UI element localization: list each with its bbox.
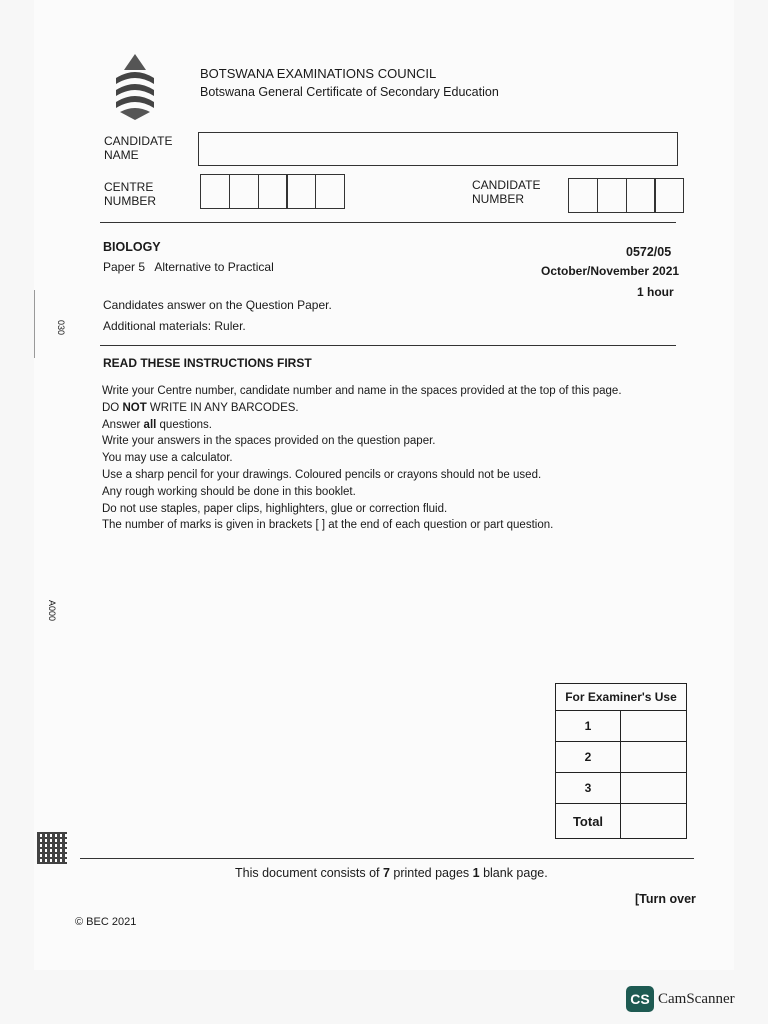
footer-divider xyxy=(80,858,694,859)
instruction-line: DO NOT WRITE IN ANY BARCODES. xyxy=(102,401,299,414)
instruction-line: Use a sharp pencil for your drawings. Coloured pencils or crayons should not be used. xyxy=(102,468,542,481)
margin-mark xyxy=(34,290,35,358)
mark-cell xyxy=(621,742,687,773)
digit-box[interactable] xyxy=(315,174,345,209)
bec-logo-icon xyxy=(110,52,160,122)
side-code-top: 030 xyxy=(56,320,66,336)
instructions-list xyxy=(102,383,622,534)
council-name: BOTSWANA EXAMINATIONS COUNCIL xyxy=(200,66,437,81)
page-count-note: This document consists of 7 printed pages 1 blank page. xyxy=(235,866,548,880)
candidate-name-field[interactable] xyxy=(198,132,678,166)
divider xyxy=(100,345,676,346)
instruction-line: Write your Centre number, candidate number and name in the spaces provided at the top of this page. xyxy=(102,385,622,397)
copyright: © BEC 2021 xyxy=(75,916,137,928)
candidate-number-label: CANDIDATE NUMBER xyxy=(472,178,541,206)
mark-cell xyxy=(621,711,687,742)
digit-box[interactable] xyxy=(626,178,656,213)
subject-title: BIOLOGY xyxy=(103,240,161,254)
total-label: Total xyxy=(556,804,621,839)
answer-note: Candidates answer on the Question Paper. xyxy=(103,298,332,312)
additional-materials: Additional materials: Ruler. xyxy=(103,319,246,333)
paper-title: Paper 5 Alternative to Practical xyxy=(103,260,274,274)
divider xyxy=(100,222,676,223)
question-number-2: 2 xyxy=(556,742,621,773)
instruction-line: You may use a calculator. xyxy=(102,452,233,465)
certificate-name: Botswana General Certificate of Secondary Education xyxy=(200,85,499,99)
question-number-3: 3 xyxy=(556,773,621,804)
digit-box[interactable] xyxy=(597,178,627,213)
instructions-heading: READ THESE INSTRUCTIONS FIRST xyxy=(103,356,312,370)
camscanner-label: CamScanner xyxy=(658,990,735,1007)
candidate-name-label: CANDIDATE NAME xyxy=(104,134,173,162)
examiner-use-table xyxy=(555,683,687,839)
mark-cell xyxy=(621,804,687,839)
digit-box[interactable] xyxy=(229,174,259,209)
instruction-line: Do not use staples, paper clips, highlighters, glue or correction fluid. xyxy=(102,502,448,515)
digit-box[interactable] xyxy=(568,178,598,213)
examiner-table-heading: For Examiner's Use xyxy=(556,684,687,711)
camscanner-watermark xyxy=(626,986,735,1012)
exam-session: October/November 2021 xyxy=(541,264,680,278)
camscanner-logo-icon: CS xyxy=(626,986,654,1012)
digit-box[interactable] xyxy=(286,174,316,209)
instruction-line: Write your answers in the spaces provided on the question paper. xyxy=(102,435,436,448)
side-code-bottom: A000 xyxy=(47,600,57,622)
paper-code: 0572/05 xyxy=(626,245,672,259)
barcode xyxy=(37,832,67,864)
instruction-line: Answer all questions. xyxy=(102,418,212,431)
instruction-line: Any rough working should be done in this booklet. xyxy=(102,485,356,498)
digit-box[interactable] xyxy=(258,174,288,209)
exam-duration: 1 hour xyxy=(637,285,674,299)
mark-cell xyxy=(621,773,687,804)
digit-box[interactable] xyxy=(654,178,684,213)
centre-number-label: CENTRE NUMBER xyxy=(104,180,157,208)
turn-over-note: [Turn over xyxy=(635,892,696,906)
digit-box[interactable] xyxy=(200,174,230,209)
question-number-1: 1 xyxy=(556,711,621,742)
centre-number-field[interactable] xyxy=(200,174,344,209)
instruction-line: The number of marks is given in brackets [ ] at the end of each question or part question. xyxy=(102,519,554,532)
candidate-number-field[interactable] xyxy=(568,178,683,213)
